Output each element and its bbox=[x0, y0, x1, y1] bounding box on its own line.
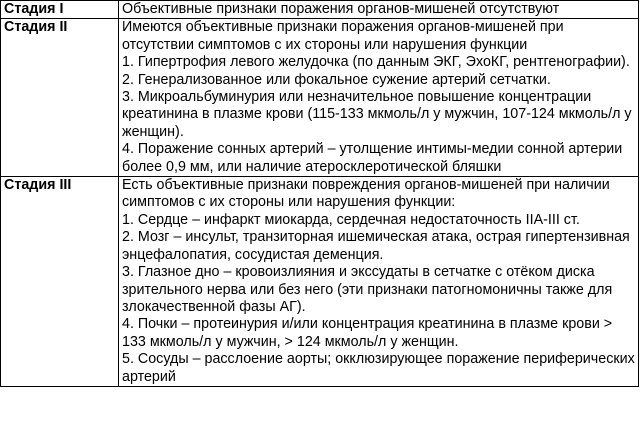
stage-item: 4. Почки – протеинурия и/или концентрация креатинина в плазме крови > 133 мкмоль/л у мужчин, > 124 мкмоль/л у женщин. bbox=[122, 316, 613, 350]
table-row-stage-2 bbox=[1, 19, 639, 177]
stage-item: 3. Глазное дно – кровоизлияния и экссудаты в сетчатке с отёком диска зрительного нерва или без него (эти признаки патогномоничны также для злокачественной фазы АГ). bbox=[122, 264, 613, 315]
stage-summary: Есть объективные признаки повреждения органов-мишеней при наличии симптомов с их стороны или нарушения функции: bbox=[122, 177, 610, 211]
table-row-stage-3 bbox=[1, 177, 639, 387]
table-row-stage-1 bbox=[1, 1, 639, 19]
stage-item: 2. Генерализованное или фокальное сужение артерий сетчатки. bbox=[122, 71, 551, 88]
stage-description bbox=[119, 1, 639, 19]
stage-item: 1. Сердце – инфаркт миокарда, сердечная недостаточность IIA-III ст. bbox=[122, 211, 580, 228]
stage-summary: Объективные признаки поражения органов-мишеней отсутствуют bbox=[122, 1, 560, 17]
stage-summary: Имеются объективные признаки поражения органов-мишеней при отсутствии симптомов с их стороны или нарушения функции bbox=[122, 19, 564, 53]
stage-item: 5. Сосуды – расслоение аорты; окклюзирующее поражение периферических артерий bbox=[122, 351, 635, 385]
stage-item: 1. Гипертрофия левого желудочка (по данным ЭКГ, ЭхоКГ, рентгенографии). bbox=[122, 54, 630, 71]
stage-item: 4. Поражение сонных артерий – утолщение интимы-медии сонной артерии более 0,9 мм, или наличие атеросклеротической бляшки bbox=[122, 141, 623, 175]
stage-item: 3. Микроальбуминурия или незначительное повышение концентрации креатинина в плазме крови (115-133 мкмоль/л у мужчин, 107-124 мкмоль/л у женщин). bbox=[122, 89, 632, 140]
stage-label: Стадия II bbox=[1, 19, 119, 177]
stage-description bbox=[119, 177, 639, 387]
stage-label: Стадия I bbox=[1, 1, 119, 19]
stage-label: Стадия III bbox=[1, 177, 119, 387]
stage-description bbox=[119, 19, 639, 177]
stage-item: 2. Мозг – инсульт, транзиторная ишемическая атака, острая гипертензивная энцефалопатия, сосудистая деменция. bbox=[122, 229, 630, 263]
